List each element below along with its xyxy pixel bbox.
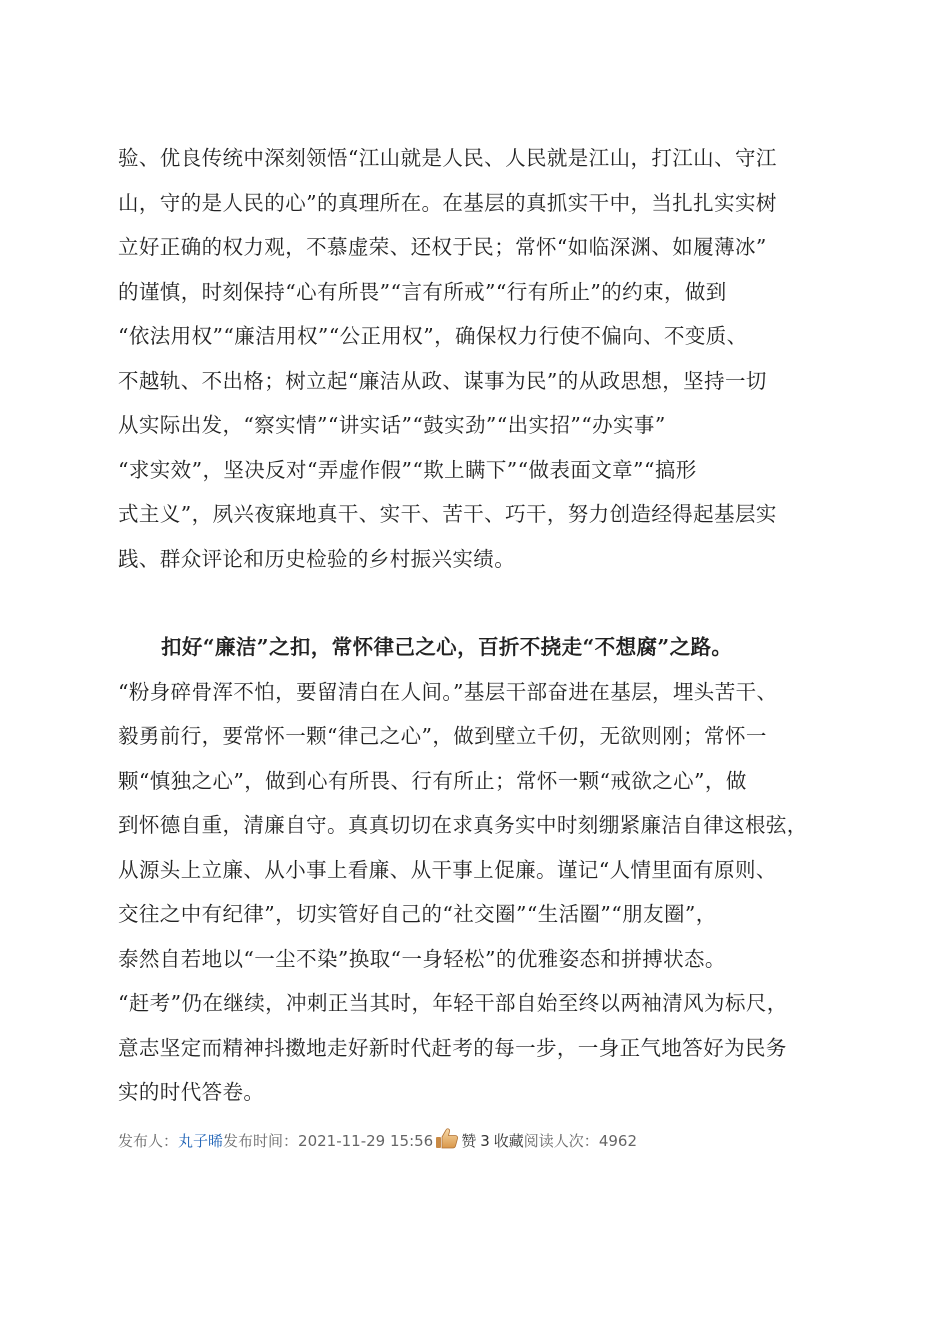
- paragraph-2-line: 实的时代答卷。: [118, 1080, 265, 1104]
- paragraph-2-line: “粉身碎骨浑不怕，要留清白在人间。”基层干部奋进在基层，埋头苦干、: [118, 679, 778, 704]
- paragraph-1-line: 立好正确的权力观，不慕虚荣、还权于民；常怀“如临深渊、如履薄冰”: [118, 235, 767, 259]
- like-button[interactable]: 赞: [461, 1131, 477, 1150]
- like-count: 3: [480, 1131, 490, 1150]
- paragraph-1-line: 的谨慎，时刻保持“心有所畏”“言有所戒”“行有所止”的约束，做到: [118, 279, 727, 304]
- paragraph-gap: [118, 581, 826, 625]
- paragraph-2-line: 泰然自若地以“一尘不染”换取“一身轻松”的优雅姿态和拼搏状态。: [118, 946, 726, 971]
- article-page: [118, 136, 826, 1153]
- paragraph-2-line: 意志坚定而精神抖擞地走好新时代赶考的每一步，一身正气地答好为民务: [118, 1035, 787, 1060]
- publish-time-value: 2021-11-29 15:56: [298, 1131, 434, 1150]
- thumbs-up-icon[interactable]: [434, 1126, 460, 1150]
- paragraph-1-line: 验、优良传统中深刻领悟“江山就是人民、人民就是江山，打江山、守江: [118, 146, 777, 170]
- paragraph-2: [118, 625, 826, 1115]
- paragraph-1-line: 式主义”，夙兴夜寐地真干、实干、苦干、巧干，努力创造经得起基层实: [118, 502, 777, 526]
- favorite-button[interactable]: 收藏: [493, 1131, 524, 1150]
- author-label: 发布人：: [118, 1131, 179, 1150]
- paragraph-heading: 扣好“廉洁”之扣，常怀律己之心，百折不挠走“不想腐”之路。: [161, 635, 733, 659]
- post-meta-bar: [118, 1129, 826, 1153]
- read-count-label: 阅读人次：: [523, 1131, 599, 1150]
- paragraph-1: [118, 136, 826, 581]
- paragraph-1-line: “依法用权”“廉洁用权”“公正用权”，确保权力行使不偏向、不变质、: [118, 324, 748, 348]
- read-count-value: 4962: [598, 1131, 637, 1150]
- paragraph-1-line: 从实际出发，“察实情”“讲实话”“鼓实劲”“出实招”“办实事”: [118, 413, 666, 437]
- paragraph-2-line: 毅勇前行，要常怀一颗“律己之心”，做到壁立千仞，无欲则刚；常怀一: [118, 724, 767, 748]
- paragraph-2-line: 从源头上立廉、从小事上看廉、从干事上促廉。谨记“人情里面有原则、: [118, 857, 777, 882]
- paragraph-2-body: [118, 670, 826, 1115]
- paragraph-1-line: “求实效”，坚决反对“弄虚作假”“欺上瞒下”“做表面文章”“搞形: [118, 457, 697, 482]
- paragraph-2-line: 到怀德自重，清廉自守。真真切切在求真务实中时刻绷紧廉洁自律这根弦，: [118, 813, 808, 837]
- paragraph-2-line: 交往之中有纪律”，切实管好自己的“社交圈”“生活圈”“朋友圈”，: [118, 902, 717, 926]
- paragraph-1-line: 践、群众评论和历史检验的乡村振兴实绩。: [118, 546, 516, 571]
- paragraph-1-line: 不越轨、不出格；树立起“廉洁从政、谋事为民”的从政思想，坚持一切: [118, 368, 767, 393]
- paragraph-2-line: “赶考”仍在继续，冲刺正当其时，年轻干部自始至终以两袖清风为标尺，: [118, 991, 788, 1015]
- publish-time-label: 发布时间：: [223, 1131, 299, 1150]
- author-link[interactable]: 丸子晞: [178, 1131, 224, 1150]
- paragraph-1-line: 山，守的是人民的心”的真理所在。在基层的真抓实干中，当扎扎实实树: [118, 190, 777, 215]
- paragraph-2-line: 颗“慎独之心”，做到心有所畏、行有所止；常怀一颗“戒欲之心”，做: [118, 768, 747, 793]
